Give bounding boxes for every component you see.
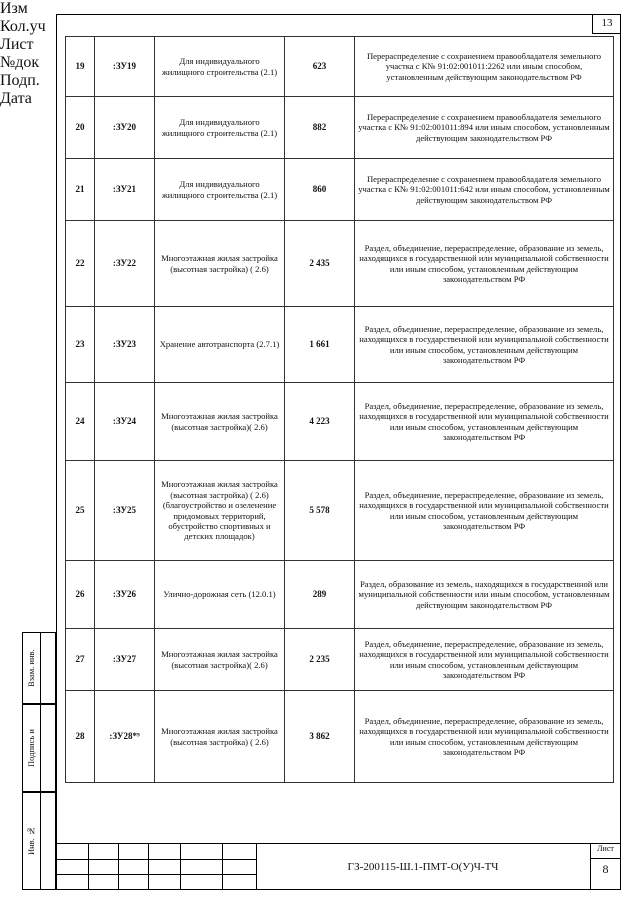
plot-area: 860	[285, 159, 355, 221]
row-number: 21	[66, 159, 95, 221]
table-row	[66, 307, 614, 383]
formation-method: Раздел, объединение, перераспределение, образование из земель, находящихся в государственной или муниципальной собственности или иным способом, установленным действующим законодательством РФ	[355, 629, 614, 691]
stamp-col-list: Лист	[0, 36, 34, 53]
permitted-use: Хранение автотранспорта (2.7.1)	[155, 307, 285, 383]
permitted-use: Улично-дорожная сеть (12.0.1)	[155, 561, 285, 629]
plot-area: 289	[285, 561, 355, 629]
plot-code: :ЗУ21	[95, 159, 155, 221]
table-row	[66, 561, 614, 629]
plot-code: :ЗУ28*⁹	[95, 691, 155, 783]
side-strip-divider	[40, 632, 41, 890]
row-number: 27	[66, 629, 95, 691]
side-label-inv: Инв. №	[26, 826, 36, 856]
plot-area: 1 661	[285, 307, 355, 383]
table-row	[66, 383, 614, 461]
formation-method: Перераспределение с сохранением правообладателя земельного участка с К№ 91:02:001011:642 или иным способом, установленным действующим законодательством РФ	[355, 159, 614, 221]
side-label-podpis: Подпись и	[26, 729, 36, 767]
formation-method: Раздел, образование из земель, находящихся в государственной или муниципальной собственности или иным способом, установленным действующим законодательством РФ	[355, 561, 614, 629]
stamp-col-koluch: Кол.уч	[0, 18, 46, 35]
plot-code: :ЗУ19	[95, 37, 155, 97]
permitted-use: Для индивидуального жилищного строительства (2.1)	[155, 37, 285, 97]
plot-code: :ЗУ25	[95, 461, 155, 561]
table-row	[66, 221, 614, 307]
stamp-col-data: Дата	[0, 90, 32, 107]
permitted-use: Для индивидуального жилищного строительства (2.1)	[155, 159, 285, 221]
permitted-use: Многоэтажная жилая застройка (высотная застройка)( 2.6)	[155, 629, 285, 691]
formation-method: Раздел, объединение, перераспределение, образование из земель, находящихся в государственной или муниципальной собственности или иным способом, установленным действующим законодательством РФ	[355, 383, 614, 461]
table-row	[66, 159, 614, 221]
table-row	[66, 37, 614, 97]
formation-method: Раздел, объединение, перераспределение, образование из земель, находящихся в государственной или муниципальной собственности или иным способом, установленным действующим законодательством РФ	[355, 307, 614, 383]
stamp-col-ndok: №док	[0, 54, 40, 71]
permitted-use: Для индивидуального жилищного строительства (2.1)	[155, 97, 285, 159]
permitted-use: Многоэтажная жилая застройка (высотная застройка)( 2.6)	[155, 383, 285, 461]
row-number: 22	[66, 221, 95, 307]
plot-area: 2 235	[285, 629, 355, 691]
stamp-col-izm: Изм	[0, 0, 28, 17]
plot-area: 5 578	[285, 461, 355, 561]
table-row	[66, 629, 614, 691]
row-number: 20	[66, 97, 95, 159]
row-number: 28	[66, 691, 95, 783]
stamp-doc-code: ГЗ-200115-Ш.1-ПМТ-О(У)Ч-ТЧ	[347, 860, 499, 873]
plot-code: :ЗУ22	[95, 221, 155, 307]
permitted-use: Многоэтажная жилая застройка (высотная застройка) ( 2.6)	[155, 221, 285, 307]
row-number: 26	[66, 561, 95, 629]
plot-area: 4 223	[285, 383, 355, 461]
formation-method: Раздел, объединение, перераспределение, образование из земель, находящихся в государственной или муниципальной собственности или иным способом, установленным действующим законодательством РФ	[355, 691, 614, 783]
permitted-use: Многоэтажная жилая застройка (высотная застройка) ( 2.6)	[155, 691, 285, 783]
row-number: 19	[66, 37, 95, 97]
formation-method: Перераспределение с сохранением правообладателя земельного участка с К№ 91:02:001011:894 или иным способом, установленным действующим законодательством РФ	[355, 97, 614, 159]
stamp-sheet-label: Лист	[597, 844, 614, 853]
row-number: 25	[66, 461, 95, 561]
plot-code: :ЗУ26	[95, 561, 155, 629]
plot-code: :ЗУ20	[95, 97, 155, 159]
table-row	[66, 461, 614, 561]
plot-area: 3 862	[285, 691, 355, 783]
table-row	[66, 97, 614, 159]
plot-area: 2 435	[285, 221, 355, 307]
table-row	[66, 691, 614, 783]
plot-area: 623	[285, 37, 355, 97]
land-plots-table	[65, 36, 614, 783]
plot-code: :ЗУ24	[95, 383, 155, 461]
row-number: 23	[66, 307, 95, 383]
plot-area: 882	[285, 97, 355, 159]
permitted-use: Многоэтажная жилая застройка (высотная застройка) ( 2.6) (благоустройство и озеленение придомовых территорий, обустройство спортивных и детских площадок)	[155, 461, 285, 561]
plot-code: :ЗУ27	[95, 629, 155, 691]
formation-method: Раздел, объединение, перераспределение, образование из земель, находящихся в государственной или муниципальной собственности или иным способом, установленным действующим законодательством РФ	[355, 221, 614, 307]
page-number: 13	[592, 14, 621, 34]
row-number: 24	[66, 383, 95, 461]
stamp-sheet-number: 8	[602, 862, 609, 876]
plot-code: :ЗУ23	[95, 307, 155, 383]
stamp-col-podp: Подп.	[0, 72, 40, 89]
formation-method: Раздел, объединение, перераспределение, образование из земель, находящихся в государственной или муниципальной собственности или иным способом, установленным действующим законодательством РФ	[355, 461, 614, 561]
side-label-vzam: Взам. инв.	[26, 649, 36, 687]
formation-method: Перераспределение с сохранением правообладателя земельного участка с К№ 91:02:001011:2262 или иным способом, установленным действующим законодательством РФ	[355, 37, 614, 97]
